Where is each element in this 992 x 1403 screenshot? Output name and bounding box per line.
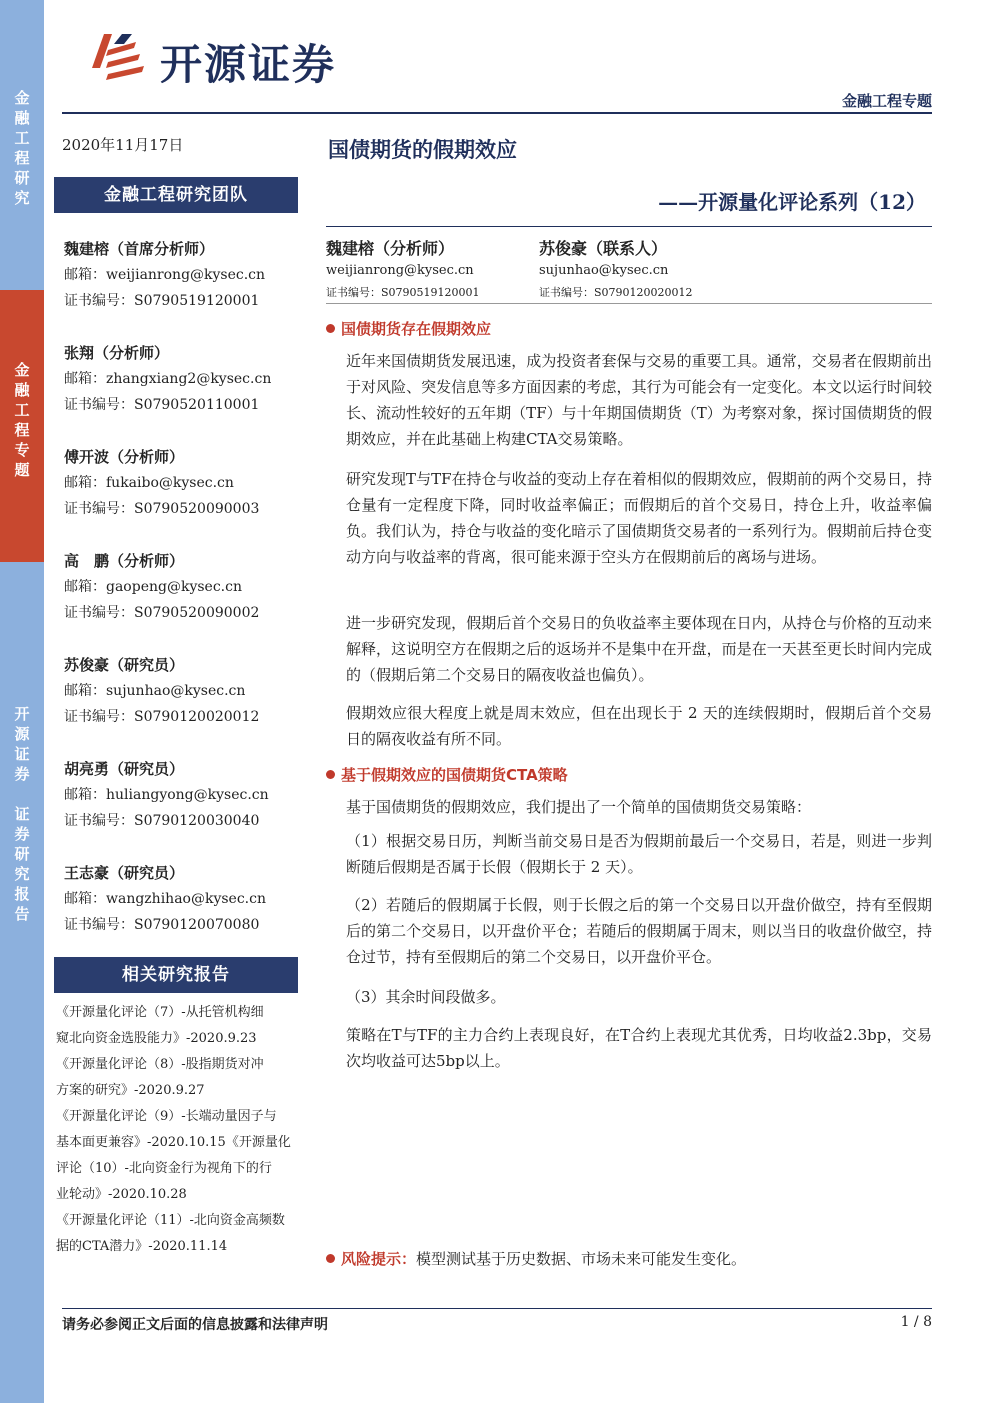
member-name: 张翔（分析师） <box>64 344 170 362</box>
paragraph: 假期效应很大程度上就是周末效应，但在出现长于 2 天的连续假期时，假期后首个交易日的隔夜收益有所不同。 <box>346 704 932 748</box>
member-email[interactable]: 邮箱：gaopeng@kysec.cn <box>64 579 242 595</box>
strip-glyph: 金 <box>14 89 30 107</box>
risk-notice <box>326 1248 746 1269</box>
strip-glyph: 券 <box>14 765 30 783</box>
risk-label: 风险提示： <box>341 1250 417 1268</box>
report-date: 2020年11月17日 <box>62 136 184 154</box>
related-report-line[interactable]: 业轮动》-2020.10.28 <box>56 1187 187 1202</box>
strip-label-topic <box>0 290 44 562</box>
author-email[interactable]: sujunhao@kysec.cn <box>539 263 669 278</box>
team-heading: 金融工程研究团队 <box>54 177 298 213</box>
member-license: 证书编号：S0790120070080 <box>64 917 260 933</box>
member-name: 苏俊豪（研究员） <box>64 656 185 674</box>
member-name: 高 鹏（分析师） <box>64 552 185 570</box>
member-email[interactable]: 邮箱：zhangxiang2@kysec.cn <box>64 371 272 387</box>
bullet-icon <box>326 1254 335 1263</box>
author-license: 证书编号：S0790120020012 <box>539 286 693 299</box>
section-heading: 国债期货存在假期效应 <box>326 318 491 339</box>
member-name: 傅开波（分析师） <box>64 448 185 466</box>
risk-text: 模型测试基于历史数据、市场未来可能发生变化。 <box>416 1250 747 1268</box>
author-name: 苏俊豪（联系人） <box>539 239 668 258</box>
member-license: 证书编号：S0790120030040 <box>64 813 260 829</box>
member-name: 胡亮勇（研究员） <box>64 760 185 778</box>
author-license: 证书编号：S0790519120001 <box>326 286 480 299</box>
related-report-line[interactable]: 方案的研究》-2020.9.27 <box>56 1083 205 1098</box>
logo-mark-icon <box>88 28 150 88</box>
team-member <box>64 756 269 834</box>
author-email[interactable]: weijianrong@kysec.cn <box>326 263 474 278</box>
strip-glyph: 工 <box>14 401 30 419</box>
strip-glyph: 研 <box>14 845 30 863</box>
team-member <box>64 236 265 314</box>
related-report-line[interactable]: 《开源量化评论（9）-长端动量因子与 <box>56 1109 277 1124</box>
strip-glyph: 融 <box>14 381 30 399</box>
author-block <box>326 238 480 304</box>
author-name: 魏建榕（分析师） <box>326 239 455 258</box>
related-heading: 相关研究报告 <box>54 957 298 993</box>
strip-glyph: 融 <box>14 109 30 127</box>
strip-glyph: 专 <box>14 441 30 459</box>
author-block <box>539 238 693 304</box>
strip-glyph: 金 <box>14 361 30 379</box>
related-report-line[interactable]: 《开源量化评论（11）-北向资金高频数 <box>56 1213 285 1228</box>
section-heading: 基于假期效应的国债期货CTA策略 <box>326 764 568 785</box>
author-bottom-rule <box>326 303 932 304</box>
author-top-rule <box>326 226 932 227</box>
member-license: 证书编号：S0790120020012 <box>64 709 260 725</box>
strip-glyph: 证 <box>14 805 30 823</box>
paragraph: （3）其余时间段做多。 <box>346 988 506 1006</box>
related-report-line[interactable]: 基本面更兼容》-2020.10.15《开源量化 <box>56 1135 291 1150</box>
strip-glyph: 券 <box>14 825 30 843</box>
member-license: 证书编号：S0790519120001 <box>64 293 260 309</box>
member-email[interactable]: 邮箱：weijianrong@kysec.cn <box>64 267 266 283</box>
member-license: 证书编号：S0790520090003 <box>64 501 260 517</box>
page-title: 国债期货的假期效应 <box>328 137 517 162</box>
related-report-line[interactable]: 据的CTA潜力》-2020.11.14 <box>56 1239 228 1254</box>
team-member <box>64 548 259 626</box>
member-email[interactable]: 邮箱：fukaibo@kysec.cn <box>64 475 234 491</box>
paragraph: 进一步研究发现，假期后首个交易日的负收益率主要体现在日内，从持仓与价格的互动来解释，这说明空方在假期之后的返场并不是集中在开盘，而是在一天甚至更长时间内完成的（假期后第二个交易日的隔夜收益也偏负）。 <box>346 614 932 684</box>
strip-glyph: 究 <box>14 865 30 883</box>
related-report-line[interactable]: 《开源量化评论（8）-股指期货对冲 <box>56 1057 264 1072</box>
footer-rule <box>62 1308 932 1309</box>
paragraph: 基于国债期货的假期效应，我们提出了一个简单的国债期货交易策略： <box>346 798 812 816</box>
strip-glyph: 题 <box>14 461 30 479</box>
paragraph: 策略在T与TF的主力合约上表现良好，在T合约上表现尤其优秀，日均收益2.3bp，交易次均收益可达5bp以上。 <box>346 1026 932 1070</box>
related-report-line[interactable]: 窥北向资金选股能力》-2020.9.23 <box>56 1031 257 1046</box>
strip-label-research <box>0 0 44 290</box>
team-member <box>64 860 266 938</box>
paragraph: 研究发现T与TF在持仓与收益的变动上存在着相似的假期效应，假期前的两个交易日，持仓量有一定程度下降，同时收益率偏正；而假期后的首个交易日，持仓上升，收益率偏负。我们认为，持仓与收益的变化暗示了国债期货交易者的一系列行为。假期前后持仓变动方向与收益率的背离，很可能来源于空头方在假期前后的离场与进场。 <box>346 470 932 566</box>
related-reports <box>56 1000 304 1260</box>
logo-text: 开源证券 <box>160 40 337 89</box>
team-member <box>64 340 271 418</box>
header-rule <box>62 112 932 114</box>
paragraph: 近年来国债期货发展迅速，成为投资者套保与交易的重要工具。通常，交易者在假期前出于对风险、突发信息等多方面因素的考虑，其行为可能会有一定变化。本文以运行时间较长、流动性较好的五年期（TF）与十年期国债期货（T）为考察对象，探讨国债期货的假期效应，并在此基础上构建CTA交易策略。 <box>346 352 932 448</box>
strip-glyph: 告 <box>14 905 30 923</box>
member-license: 证书编号：S0790520110001 <box>64 397 260 413</box>
bullet-icon <box>326 324 335 333</box>
series-subtitle: ——开源量化评论系列（12） <box>658 190 926 214</box>
paragraph: （1）根据交易日历，判断当前交易日是否为假期前最后一个交易日，若是，则进一步判断随后假期是否属于长假（假期长于 2 天）。 <box>346 832 932 876</box>
strip-glyph <box>0 784 44 804</box>
strip-glyph: 工 <box>14 129 30 147</box>
member-name: 魏建榕（首席分析师） <box>64 240 215 258</box>
member-email[interactable]: 邮箱：sujunhao@kysec.cn <box>64 683 246 699</box>
related-report-line[interactable]: 评论（10）-北向资金行为视角下的行 <box>56 1161 272 1176</box>
member-name: 王志豪（研究员） <box>64 864 185 882</box>
strip-glyph: 源 <box>14 725 30 743</box>
strip-glyph: 报 <box>14 885 30 903</box>
strip-glyph: 究 <box>14 189 30 207</box>
strip-glyph: 证 <box>14 745 30 763</box>
strip-glyph: 程 <box>14 421 30 439</box>
member-license: 证书编号：S0790520090002 <box>64 605 260 621</box>
paragraph: （2）若随后的假期属于长假，则于长假之后的第一个交易日以开盘价做空，持有至假期后的第二个交易日，以开盘价平仓；若随后的假期属于周末，则以当日的收盘价做空，持仓过节，持有至假期后的第二个交易日，以开盘价平仓。 <box>346 896 932 966</box>
member-email[interactable]: 邮箱：wangzhihao@kysec.cn <box>64 891 266 907</box>
bullet-icon <box>326 770 335 779</box>
member-email[interactable]: 邮箱：huliangyong@kysec.cn <box>64 787 269 803</box>
strip-glyph: 研 <box>14 169 30 187</box>
page-number: 1 / 8 <box>900 1314 932 1330</box>
team-member <box>64 444 259 522</box>
strip-glyph: 开 <box>14 705 30 723</box>
strip-glyph: 程 <box>14 149 30 167</box>
footer-disclaimer: 请务必参阅正文后面的信息披露和法律声明 <box>62 1317 328 1333</box>
related-report-line[interactable]: 《开源量化评论（7）-从托管机构细 <box>56 1005 264 1020</box>
header-tag: 金融工程专题 <box>841 92 932 110</box>
team-member <box>64 652 259 730</box>
strip-label-company <box>0 562 44 1403</box>
